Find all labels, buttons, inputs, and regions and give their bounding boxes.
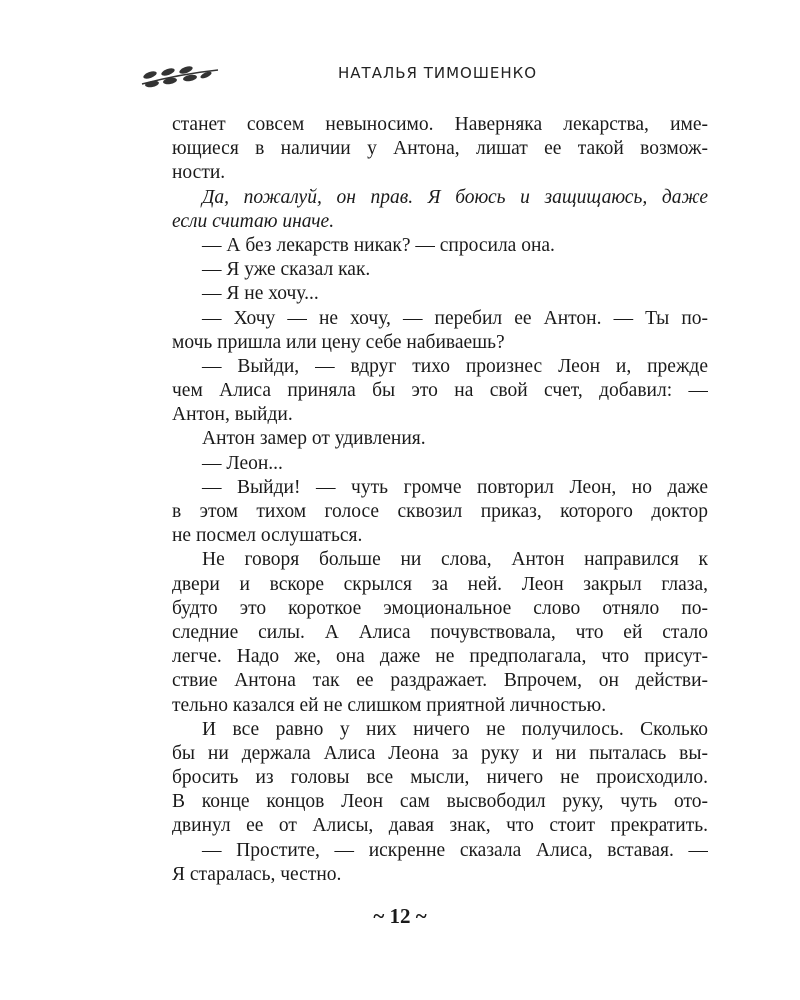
body-text [172, 113, 708, 887]
text-line: ющиеся в наличии у Антона, лишат ее такой возмож- [172, 138, 708, 160]
text-line: — Я не хочу... [202, 283, 319, 305]
text-line: — Я уже сказал как. [202, 259, 371, 281]
leaf-branch-ornament-icon [140, 66, 220, 88]
text-line: если считаю иначе. [172, 210, 335, 232]
text-line: бросить из головы все мысли, ничего не происходило. [172, 767, 708, 789]
text-line: И все равно у них ничего не получилось. Сколько [202, 718, 708, 740]
text-line: чем Алиса приняла бы это на свой счет, добавил: — [172, 380, 708, 402]
text-line: двери и вскоре скрылся за ней. Леон закрыл глаза, [172, 573, 708, 595]
text-line: Я старалась, честно. [172, 863, 342, 885]
text-line: станет совсем невыносимо. Наверняка лекарства, име- [172, 114, 708, 135]
text-line: тельно казался ей не слишком приятной личностью. [172, 694, 607, 716]
text-line: мочь пришла или цену себе набиваешь? [172, 331, 505, 353]
text-line: следние силы. А Алиса почувствовала, что ей стало [172, 621, 708, 643]
running-head-author: НАТАЛЬЯ ТИМОШЕНКО [338, 64, 538, 82]
text-line: будто это короткое эмоциональное слово отняло по- [172, 597, 708, 619]
text-line: В конце концов Леон сам высвободил руку, чуть ото- [172, 791, 708, 813]
text-line: Антон, выйди. [172, 404, 293, 426]
text-line: — Выйди, — вдруг тихо произнес Леон и, прежде [202, 355, 708, 377]
text-line: в этом тихом голосе сквозил приказ, которого доктор [172, 501, 708, 522]
page-header [140, 62, 700, 92]
text-line: не посмел ослушаться. [172, 525, 363, 547]
text-line: — Выйди! — чуть громче повторил Леон, но даже [202, 476, 708, 498]
page-number: ~ 12 ~ [373, 904, 427, 928]
text-line: ствие Антона так ее раздражает. Впрочем, он действи- [172, 670, 708, 692]
text-line: Да, пожалуй, он прав. Я боюсь и защищаюсь, даже [202, 186, 708, 208]
text-line: легче. Надо же, она даже не предполагала, что присут- [172, 646, 708, 668]
text-line: — Простите, — искренне сказала Алиса, вставая. — [202, 839, 708, 861]
text-line: двинул ее от Алисы, давая знак, что стоит прекратить. [172, 815, 708, 837]
text-line: Не говоря больше ни слова, Антон направился к [202, 549, 708, 571]
text-line: — Хочу — не хочу, — перебил ее Антон. — Ты по- [202, 307, 708, 329]
text-line: Антон замер от удивления. [202, 428, 426, 450]
text-line: бы ни держала Алиса Леона за руку и ни пыталась вы- [172, 742, 708, 764]
text-line: ности. [172, 162, 226, 184]
text-line: — Леон... [202, 452, 283, 474]
text-line: — А без лекарств никак? — спросила она. [202, 234, 555, 256]
